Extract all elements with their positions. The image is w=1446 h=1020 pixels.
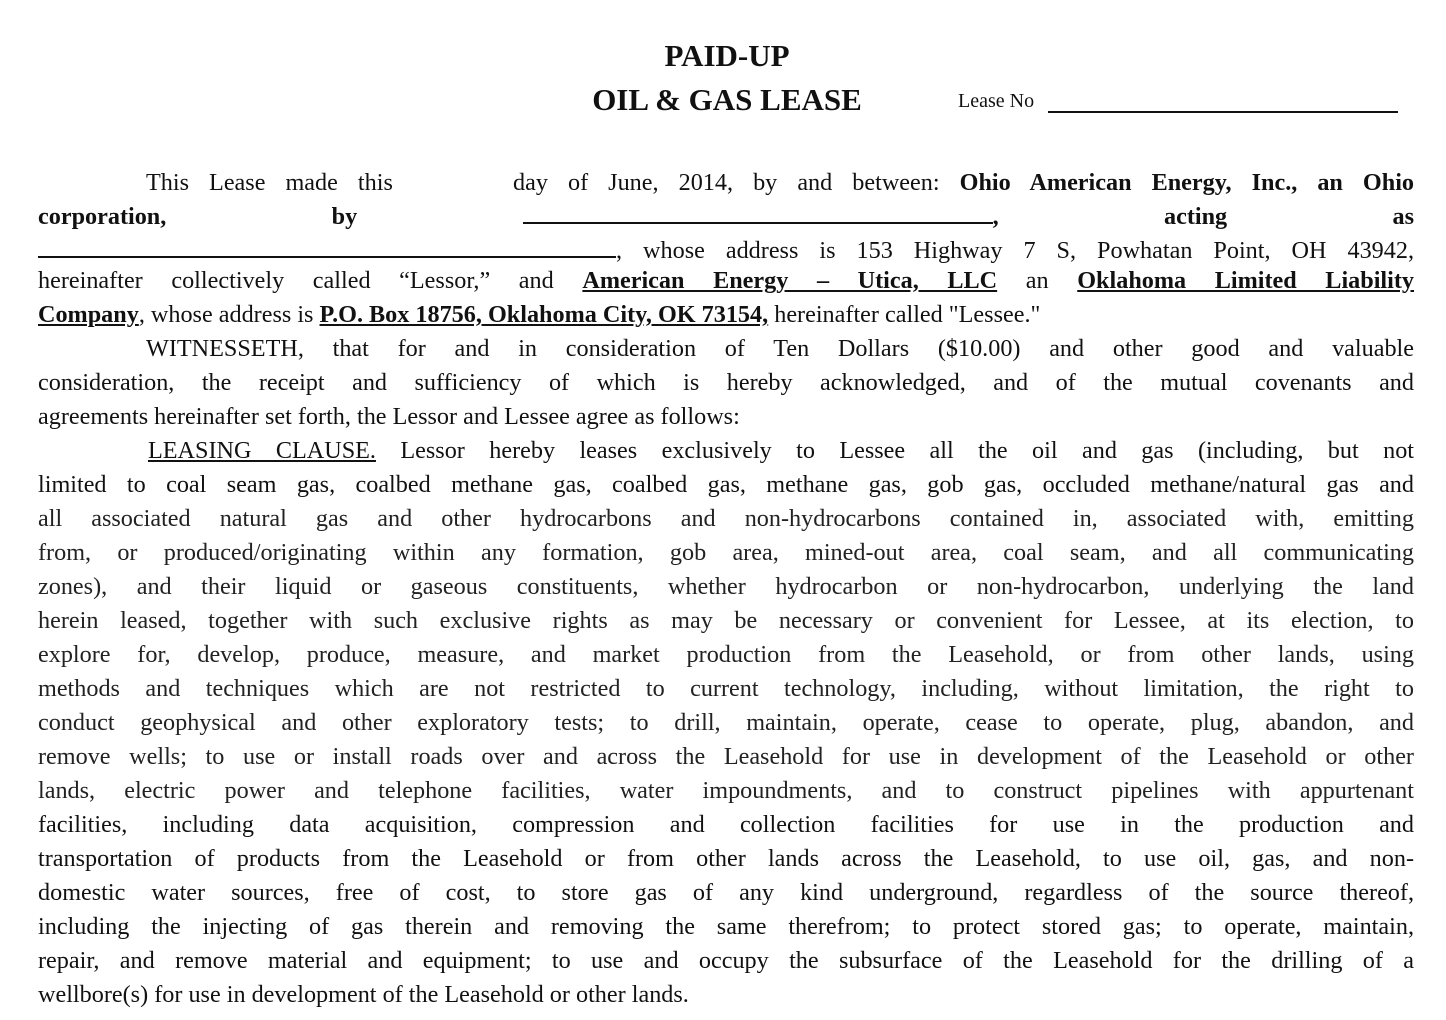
intro-line-4 [38,264,1414,298]
leasing-clause-line-5: zones), and their liquid or gaseous constituents, whether hydrocarbon or non-hydrocarbon, underlying the land [38,573,1414,600]
intro-line-3 [38,230,1414,264]
lease-number-blank[interactable] [1048,89,1398,113]
leasing-clause-line-4: from, or produced/originating within any formation, gob area, mined-out area, coal seam, and all communicating [38,539,1414,566]
leasing-clause-text: Lessor hereby leases exclusively to Lessee all the oil and gas (including, but not [400,437,1415,464]
lease-number-field [958,89,1398,113]
intro-text: by [331,203,358,230]
day-blank[interactable] [413,162,493,190]
leasing-clause-line-3: all associated natural gas and other hydrocarbons and non-hydrocarbons contained in, associated with, emitting [38,505,1414,532]
intro-text: hereinafter collectively called “Lessor,” and [38,267,554,294]
intro-line-5 [38,298,1414,332]
leasing-clause-line-15: including the injecting of gas therein and removing the same therefrom; to protect stored gas; to operate, maintain, [38,913,1414,940]
lease-number-label: Lease No [958,90,1035,112]
signatory-name-field [523,203,999,230]
witnesseth-line-2: consideration, the receipt and sufficiency of which is hereby acknowledged, and of the mutual covenants and [38,369,1414,396]
lessee-entity-type-cont: Company [38,301,139,328]
intro-text: This Lease made this [146,169,393,196]
leasing-clause-line-13: transportation of products from the Leasehold or from other lands across the Leasehold, to use oil, gas, and non- [38,845,1414,872]
intro-text: , whose address is [138,301,314,328]
leasing-clause-line-14: domestic water sources, free of cost, to store gas of any kind underground, regardless of the source thereof, [38,879,1414,906]
lessor-name: Ohio American Energy, Inc., an Ohio [959,169,1415,196]
witnesseth-line-1: WITNESSETH, that for and in consideration of Ten Dollars ($10.00) and other good and valuable [146,335,1414,362]
lessee-address: P.O. Box 18756, Oklahoma City, OK 73154, [319,301,769,328]
document-title-line2: OIL & GAS LEASE [592,82,862,117]
intro-text: day of June, 2014, by and between: [513,169,940,196]
intro-text: acting [1163,203,1228,230]
leasing-clause-line-12: facilities, including data acquisition, compression and collection facilities for use in the production and [38,811,1414,838]
leasing-clause-line-2: limited to coal seam gas, coalbed methane gas, coalbed gas, methane gas, gob gas, occluded methane/natural gas and [38,471,1414,498]
document-title-line1: PAID-UP [664,38,790,73]
intro-text: an [1025,267,1049,294]
signatory-name-blank[interactable] [523,196,993,224]
lessee-entity-type: Oklahoma Limited Liability [1077,267,1415,294]
leasing-clause-line-6: herein leased, together with such exclusive rights as may be necessary or convenient for Lessee, at its election, to [38,607,1414,634]
intro-line-1 [38,162,1414,196]
signatory-title-blank[interactable] [38,230,616,258]
leasing-clause-line-9: conduct geophysical and other exploratory tests; to drill, maintain, operate, cease to operate, plug, abandon, and [38,709,1414,736]
intro-text: , [992,203,999,230]
leasing-clause-line-10: remove wells; to use or install roads over and across the Leasehold for use in development of the Leasehold or other [38,743,1414,770]
leasing-clause-line-7: explore for, develop, produce, measure, and market production from the Leasehold, or from other lands, using [38,641,1414,668]
leasing-clause-line-8: methods and techniques which are not restricted to current technology, including, without limitation, the right to [38,675,1414,702]
leasing-clause-line-17: wellbore(s) for use in development of the Leasehold or other lands. [38,981,689,1008]
intro-text: hereinafter called "Lessee." [768,301,1041,328]
leasing-clause-line-11: lands, electric power and telephone facilities, water impoundments, and to construct pipelines with appurtenant [38,777,1414,804]
lessor-address: , whose address is 153 Highway 7 S, Powhatan Point, OH 43942, [616,237,1414,264]
intro-text: as [1392,203,1415,230]
lessor-entity-type: corporation, [38,203,167,230]
witnesseth-line-3: agreements hereinafter set forth, the Lessor and Lessee agree as follows: [38,403,740,430]
lease-body [38,162,1414,1012]
leasing-clause-line-16: repair, and remove material and equipment; to use and occupy the subsurface of the Leasehold for the drilling of a [38,947,1414,974]
leasing-clause-line-1 [38,434,1414,468]
lessee-name: American Energy – Utica, LLC [582,267,998,294]
intro-line-2 [38,196,1414,230]
leasing-clause-heading: LEASING CLAUSE. [148,437,376,464]
